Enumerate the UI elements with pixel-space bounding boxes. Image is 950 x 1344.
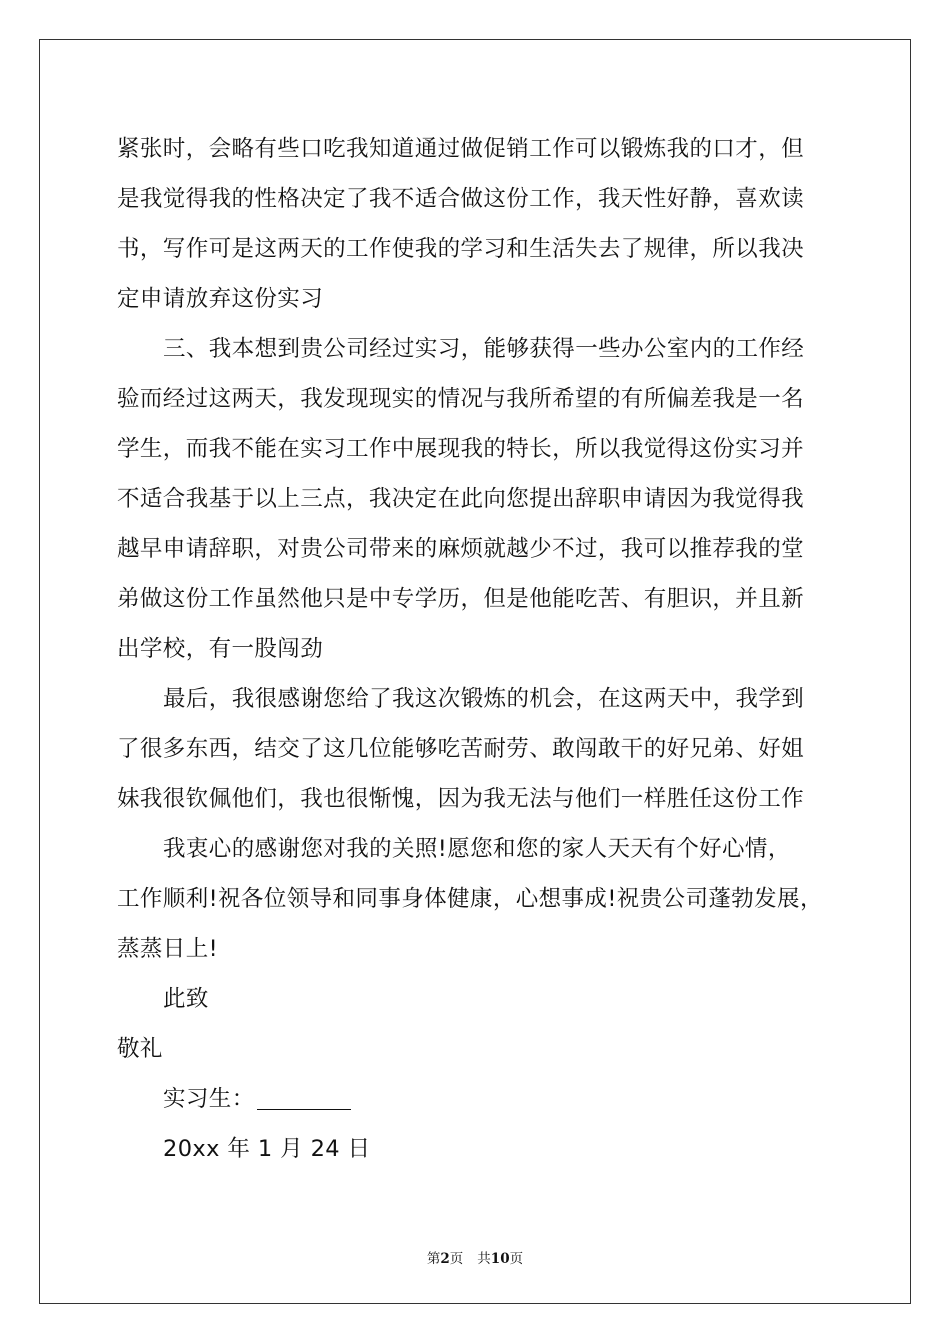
- paragraph-2-line-1: 三、我本想到贵公司经过实习，能够获得一些办公室内的工作经: [163, 336, 805, 362]
- signature-line: [117, 1074, 857, 1124]
- page-prefix: 第: [426, 1251, 441, 1267]
- salutation-text: 敬礼: [117, 1036, 163, 1062]
- paragraph-3-line-1: 最后，我很感谢您给了我这次锻炼的机会，在这两天中，我学到: [163, 686, 805, 712]
- signature-label: 实习生：: [163, 1086, 255, 1112]
- paragraph-1-line-4: 定申请放弃这份实习: [117, 286, 324, 312]
- paragraph-4-line-2: 工作顺利!祝各位领导和同事身体健康，心想事成!祝贵公司蓬勃发展，: [117, 886, 823, 912]
- page-unit: 页: [449, 1251, 464, 1267]
- paragraph-2-line-7: 出学校，有一股闯劲: [117, 636, 324, 662]
- page-total-number: 10: [490, 1251, 510, 1267]
- signature-blank: [257, 1083, 351, 1110]
- paragraph-2-line-6: 弟做这份工作虽然他只是中专学历，但是他能吃苦、有胆识，并且新: [117, 586, 805, 612]
- paragraph-4-line-1: 我衷心的感谢您对我的关照!愿您和您的家人天天有个好心情，: [163, 836, 791, 862]
- closing-text: 此致: [163, 986, 209, 1012]
- paragraph-2-line-5: 越早申请辞职，对贵公司带来的麻烦就越少不过，我可以推荐我的堂: [117, 536, 805, 562]
- paragraph-2-line-2: 验而经过这两天，我发现现实的情况与我所希望的有所偏差我是一名: [117, 386, 805, 412]
- total-unit: 页: [509, 1251, 524, 1267]
- paragraph-2-line-4: 不适合我基于以上三点，我决定在此向您提出辞职申请因为我觉得我: [117, 486, 805, 512]
- paragraph-1-line-2: 是我觉得我的性格决定了我不适合做这份工作，我天性好静，喜欢读: [117, 186, 805, 212]
- letter-date: 20xx 年 1 月 24 日: [163, 1136, 371, 1162]
- paragraph-4-line-3: 蒸蒸日上!: [117, 936, 219, 962]
- paragraph-1-line-3: 书，写作可是这两天的工作使我的学习和生活失去了规律，所以我决: [117, 236, 805, 262]
- total-prefix: 共: [477, 1251, 491, 1267]
- letter-body: [117, 124, 857, 1174]
- page-footer: [0, 1247, 950, 1267]
- page-current-number: 2: [440, 1251, 450, 1267]
- paragraph-1-line-1: 紧张时，会略有些口吃我知道通过做促销工作可以锻炼我的口才，但: [117, 136, 805, 162]
- paragraph-2-line-3: 学生，而我不能在实习工作中展现我的特长，所以我觉得这份实习并: [117, 436, 805, 462]
- paragraph-3-line-3: 妹我很钦佩他们，我也很惭愧，因为我无法与他们一样胜任这份工作: [117, 786, 805, 812]
- paragraph-3-line-2: 了很多东西，结交了这几位能够吃苦耐劳、敢闯敢干的好兄弟、好姐: [117, 736, 805, 762]
